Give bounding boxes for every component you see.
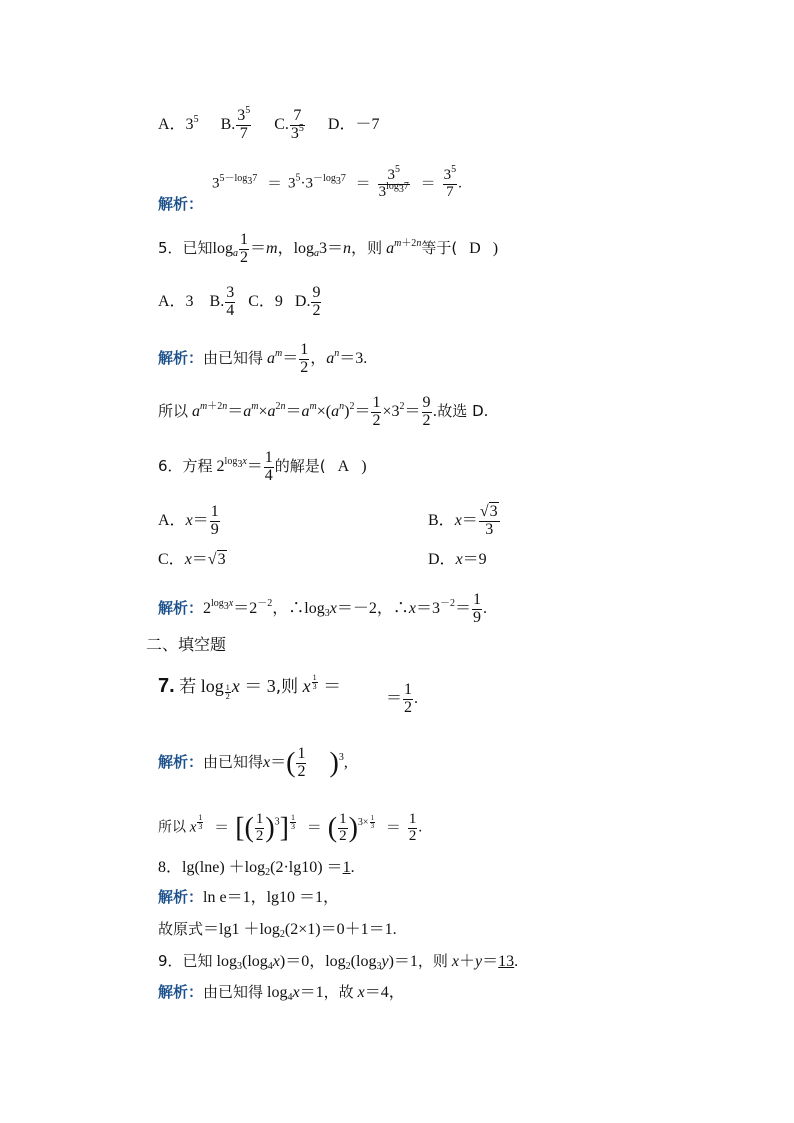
q8-stem: 8．$\lg(\ln e) +\log_2(2\cdot\lg 10) =1$. <box>158 859 355 878</box>
q5-solution-2: 所以 $a^{m+2n}=a^m\times a^{2n}=a^m\times(a^n)^2=$ $\frac{1}{2}$ $\times 3^2=$ $\frac{9}{2}$ .故选 D. <box>158 394 489 429</box>
q4-option-a: A．$3^5$ <box>158 113 199 133</box>
q8-answer: 1 <box>342 859 351 876</box>
q8-solution-1: 解析：ln e＝1，lg10 ＝1， <box>158 888 340 906</box>
q6-stem: 6．方程 $2^{log_3x}=$ $\frac{1}{4}$ 的解是( A ) <box>158 449 367 484</box>
q7-solution-1: 解析：由已知得x＝( $\frac{1}{2}$ )$^3$, <box>158 745 348 780</box>
q4-solution-equation: $3^{5-log_37} = 3^5\cdot 3^{-log_37}$ ＝ $\frac{3^5}{3^{log_37}}$ ＝ $\frac{3^5}{7}$ . <box>212 164 462 200</box>
q7-solution-2: 所以 x $^{\frac{1}{3}}$ ＝ [( $\frac{1}{2}$ )$^3$] $^{\frac{1}{3}}$ ＝ ( $\frac{1}{2}$ )$^{3\times \frac{1}{3}}$ ＝ $\frac{1}{2}$ . <box>158 811 423 844</box>
q4-option-c: C. $\frac{7}{3^5}$ <box>274 107 304 142</box>
q7-answer: ＝ $\frac{1}{2}$ . <box>386 681 419 716</box>
q6-option-b: B．x＝ $\frac{√3}{3}$ <box>428 503 498 538</box>
q9-answer: 13 <box>498 953 515 970</box>
q5-stem: 5．已知$\log_a$ $\frac{1}{2}$ ＝m，$\log_a3=n$，则 $a^{m+2n}$等于( D ) <box>158 231 499 266</box>
q9-solution-1: 解析：由已知得 $\log_4x=1$，故 x＝4， <box>158 983 405 1003</box>
q6-answer: A <box>337 457 350 475</box>
q7-stem: 7. 若 log $_{\frac{1}{2}}$ x ＝ 3,则 x $^{\frac{1}{3}}$ ＝ <box>158 673 342 702</box>
q4-option-d: D．－7 <box>327 115 380 133</box>
q5-options: A．3 B. $\frac{3}{4}$ C．9 D. $\frac{9}{2}$ <box>158 284 321 319</box>
section-title-fill-in: 二、填空题 <box>146 635 227 654</box>
q6-option-d: D．x＝9 <box>428 551 487 568</box>
q6-option-c: C．x＝√3 <box>158 551 226 568</box>
q4-option-b: B. $\frac{3^5}{7}$ <box>220 105 251 142</box>
q4-jiexi-label: 解析： <box>158 195 204 213</box>
q9-stem: 9．已知 $\log_3(\log_4x)=0$，$\log_2(\log_3y)=1$，则 x＋y＝13. <box>158 952 519 972</box>
q5-solution-1: 解析：由已知得 $a^m=$ $\frac{1}{2}$ ，$a^n=3$. <box>158 341 368 376</box>
q6-option-a: A．x＝ $\frac{1}{9}$ <box>158 503 219 538</box>
q4-options <box>158 105 380 143</box>
q5-answer: D <box>469 239 481 257</box>
q6-solution: 解析：$2^{log_3x}=2^{-2}$，$\therefore\log_3x=-2$，$\therefore x=3^{-2}=$ $\frac{1}{9}$ . <box>158 591 487 626</box>
q8-solution-2: 故原式$=\lg 1 +\log_2(2\times 1)=0+1=1$. <box>158 920 397 940</box>
